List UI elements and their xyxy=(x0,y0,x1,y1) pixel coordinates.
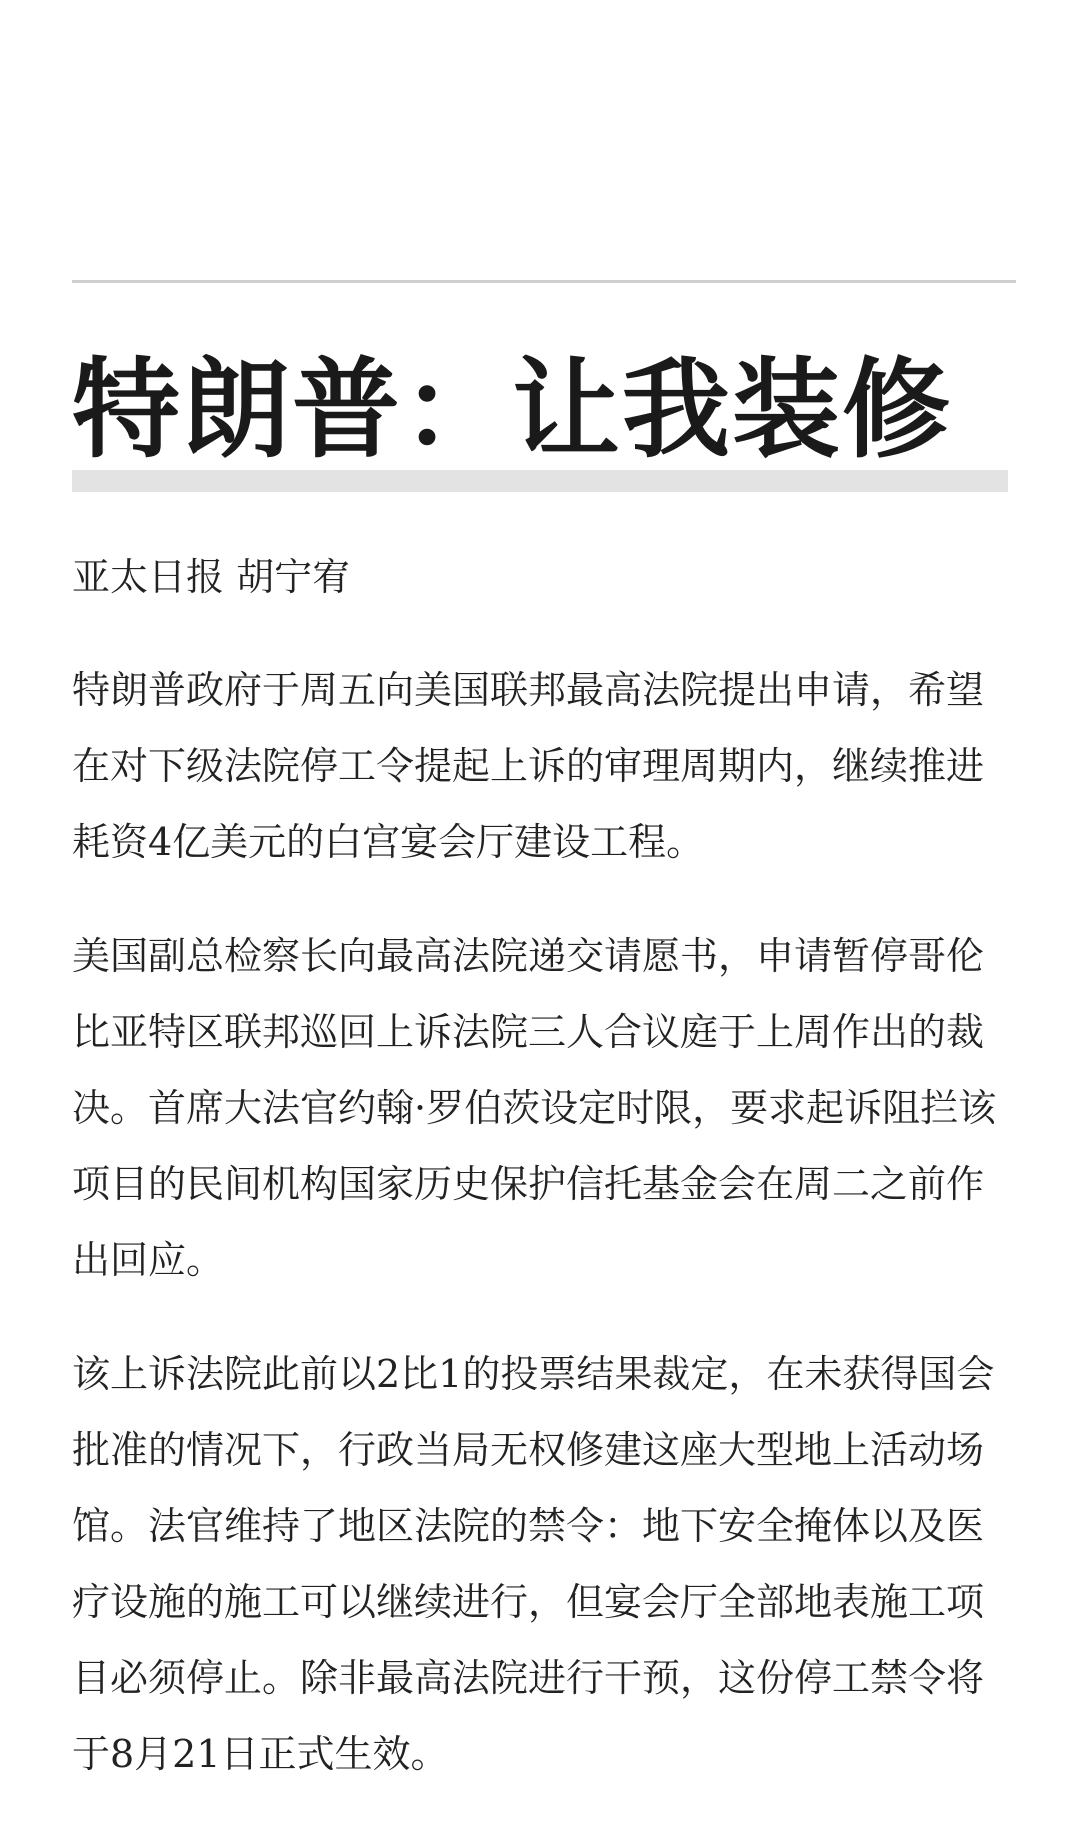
top-divider xyxy=(72,280,1016,283)
headline-block xyxy=(72,340,1008,500)
article-body xyxy=(72,652,1012,1830)
headline: 特朗普：让我装修 xyxy=(72,347,953,473)
paragraph-1: 特朗普政府于周五向美国联邦最高法院提出申请，希望在对下级法院停工令提起上诉的审理周期内，继续推进耗资4亿美元的白宫宴会厅建设工程。 xyxy=(72,668,985,864)
paragraph-3: 该上诉法院此前以2比1的投票结果裁定，在未获得国会批准的情况下，行政当局无权修建这座大型地上活动场馆。法官维持了地区法院的禁令：地下安全掩体以及医疗设施的施工可以继续进行，但宴会厅全部地表施工项目必须停止。除非最高法院进行干预，这份停工禁令将于8月21日正式生效。 xyxy=(72,1352,995,1776)
byline: 亚太日报 胡宁宥 xyxy=(72,555,351,599)
paragraph-2: 美国副总检察长向最高法院递交请愿书，申请暂停哥伦比亚特区联邦巡回上诉法院三人合议庭于上周作出的裁决。首席大法官约翰·罗伯茨设定时限，要求起诉阻拦该项目的民间机构国家历史保护信托基金会在周二之前作出回应。 xyxy=(72,934,997,1282)
